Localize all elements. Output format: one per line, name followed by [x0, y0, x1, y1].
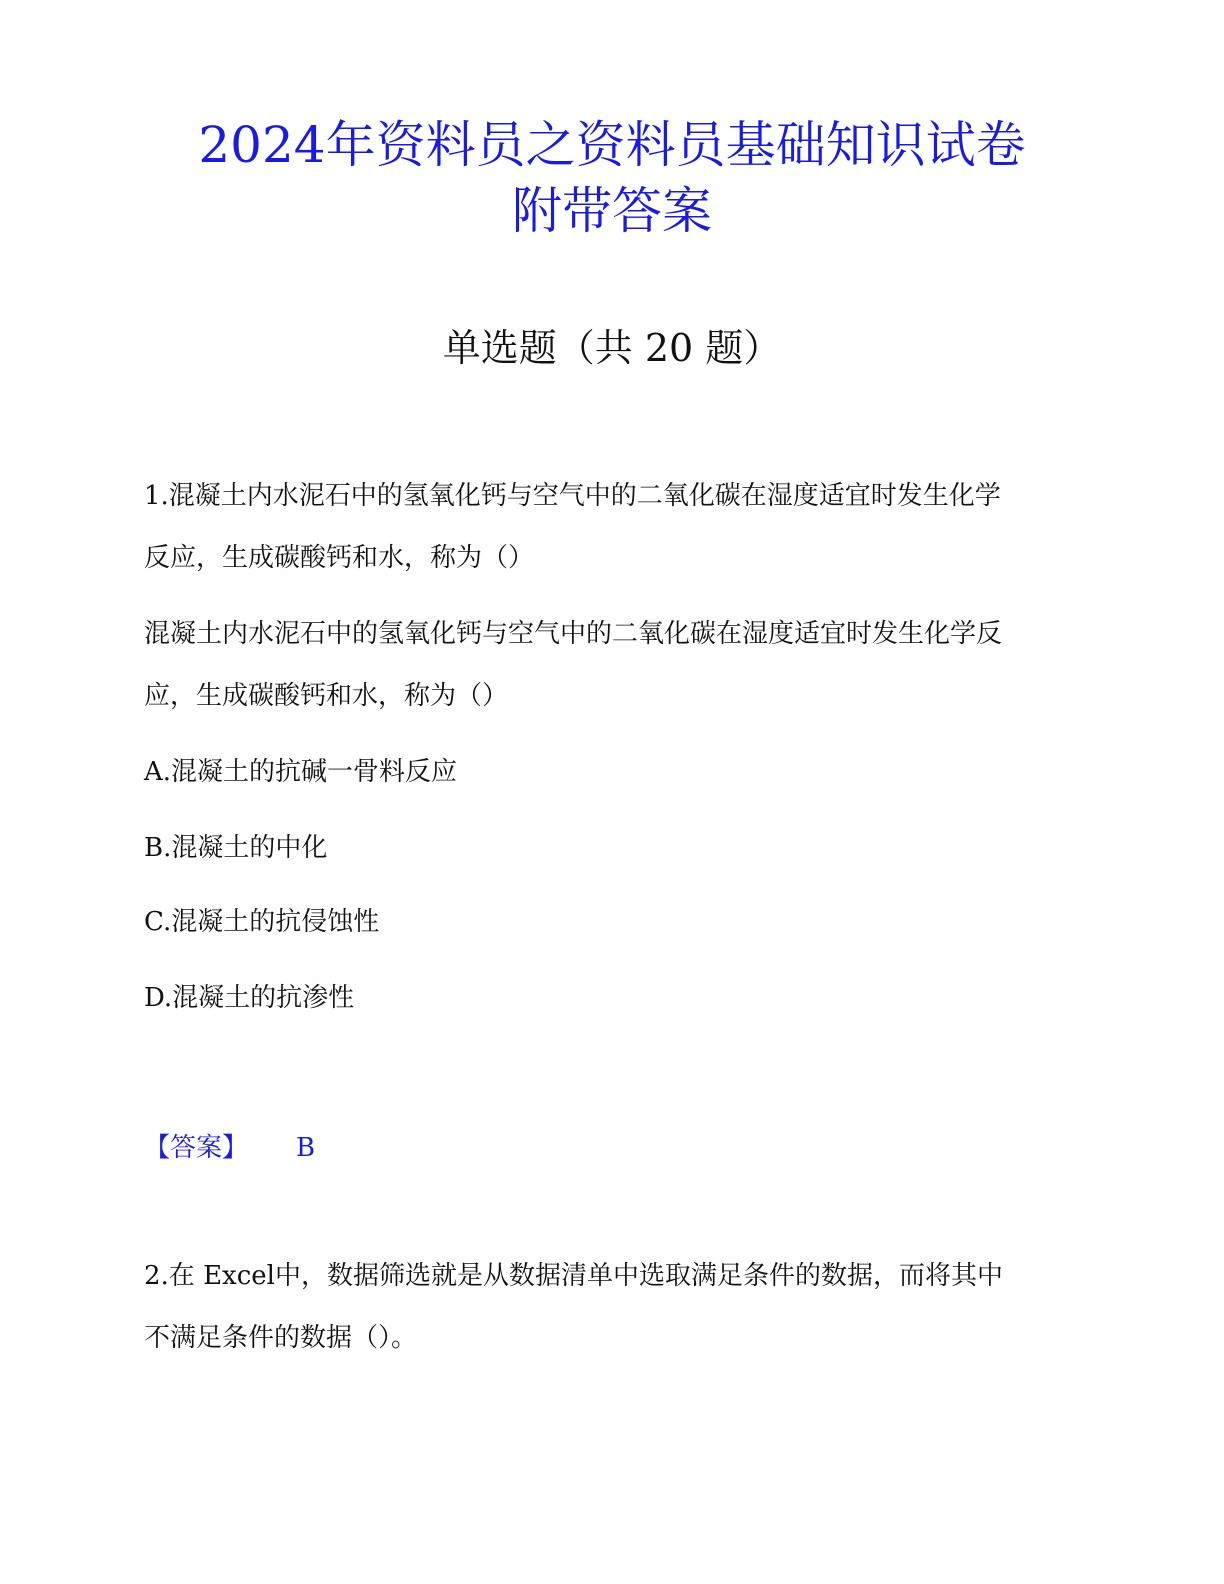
question-1-stem-line-2: 反应，生成碳酸钙和水，称为（） — [144, 543, 535, 573]
question-1-option-b: B.混凝土的中化 — [144, 833, 328, 863]
document-title-line-2: 附带答案 — [512, 182, 712, 240]
question-1-stem-line-1: 1.混凝土内水泥石中的氢氧化钙与空气中的二氧化碳在湿度适宜时发生化学 — [144, 481, 1001, 511]
question-2-stem-line-1: 2.在 Excel中，数据筛选就是从数据清单中选取满足条件的数据，而将其中 — [144, 1261, 1003, 1291]
document-title-line-1: 2024年资料员之资料员基础知识试卷 — [198, 116, 1026, 174]
question-1-option-a: A.混凝土的抗碱一骨料反应 — [144, 757, 458, 787]
answer-value: B — [296, 1133, 316, 1163]
question-1-answer — [144, 1130, 315, 1166]
answer-label: 【答案】 — [144, 1133, 249, 1163]
question-1-option-d: D.混凝土的抗渗性 — [144, 983, 355, 1013]
question-1-repeat-line-1: 混凝土内水泥石中的氢氧化钙与空气中的二氧化碳在湿度适宜时发生化学反 — [144, 619, 1003, 649]
document-title — [120, 112, 1104, 244]
question-2-stem-line-2: 不满足条件的数据（）。 — [144, 1323, 418, 1353]
section-title: 单选题（共 20 题） — [442, 326, 782, 370]
question-1-option-c: C.混凝土的抗侵蚀性 — [144, 907, 380, 937]
question-1-repeat-line-2: 应，生成碳酸钙和水，称为（） — [144, 681, 509, 711]
